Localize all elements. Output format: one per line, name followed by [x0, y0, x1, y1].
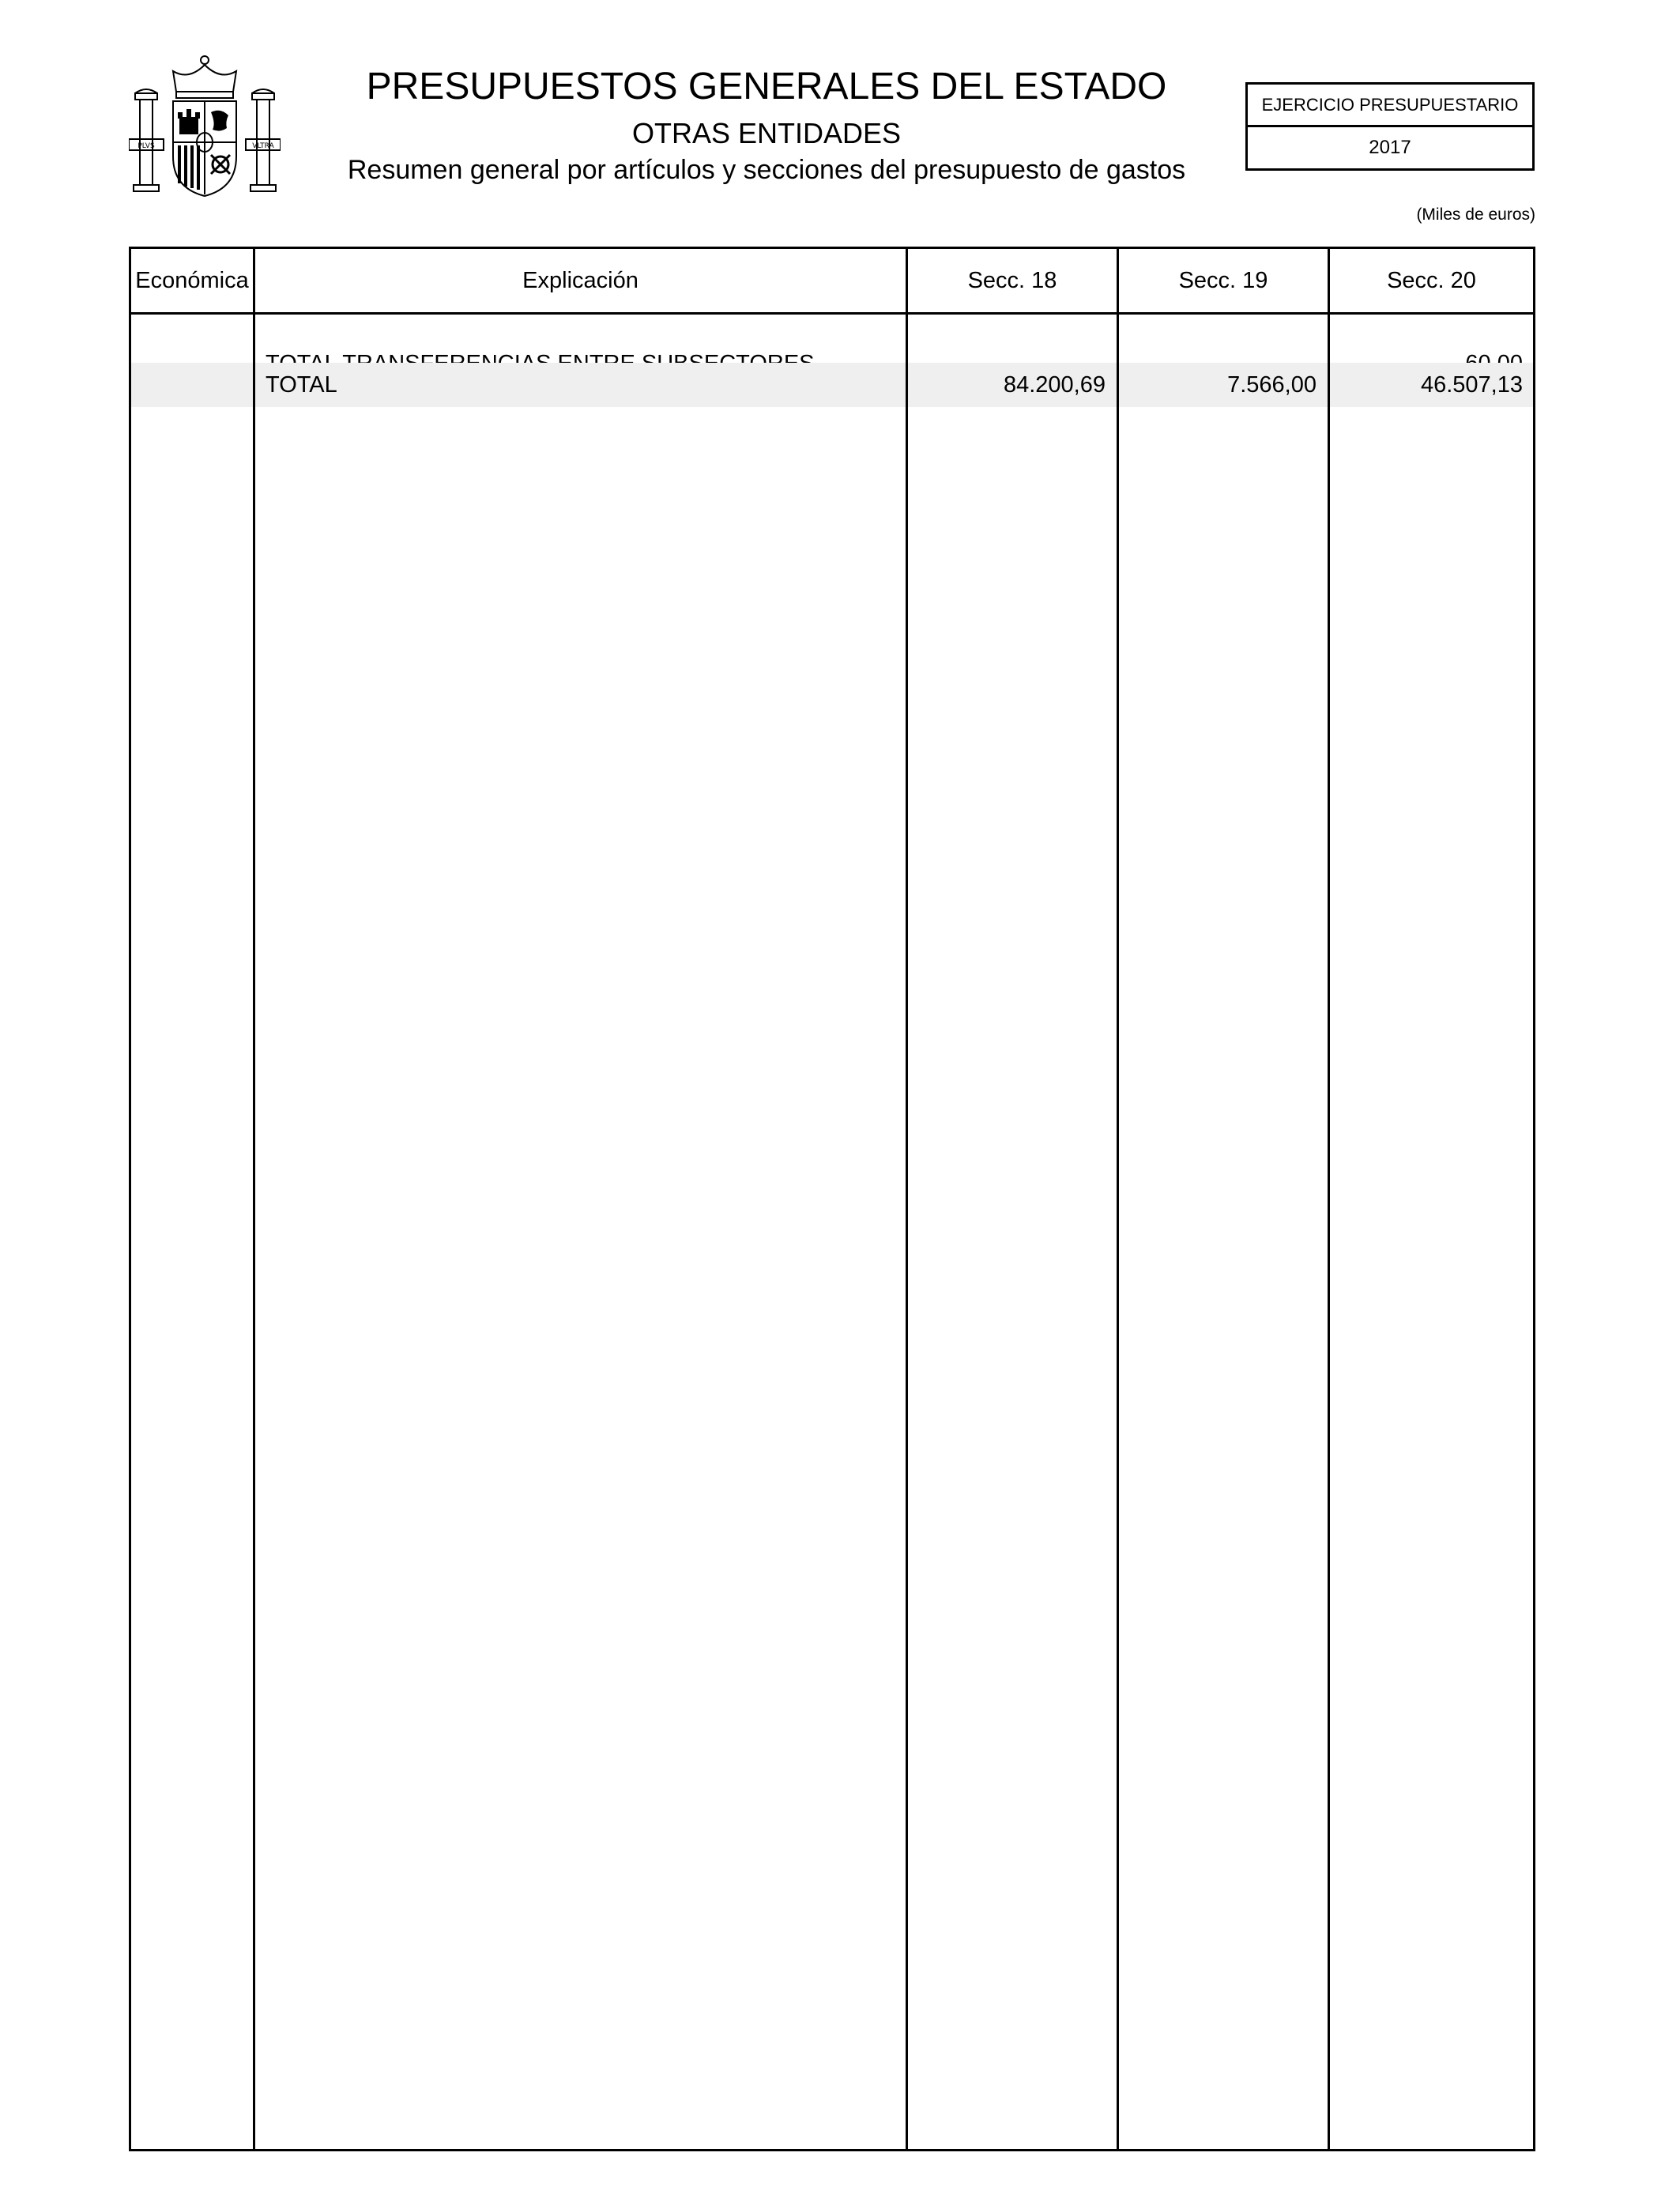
column-divider	[1117, 249, 1119, 2149]
page-title: PRESUPUESTOS GENERALES DEL ESTADO	[366, 66, 1167, 107]
column-header-explicacion: Explicación	[522, 267, 638, 293]
budget-table	[129, 247, 1535, 2151]
column-header-secc18: Secc. 18	[967, 267, 1057, 293]
crest-text-left: PLVS	[137, 142, 155, 150]
cell-economica	[131, 363, 253, 407]
budget-year-label: EJERCICIO PRESUPUESTARIO	[1248, 85, 1532, 127]
column-header-secc19: Secc. 19	[1178, 267, 1268, 293]
budget-year-box	[1245, 82, 1535, 171]
page-subtitle: OTRAS ENTIDADES	[631, 117, 902, 149]
table-row-total	[131, 363, 1533, 407]
budget-year-value: 2017	[1369, 137, 1411, 158]
cell-secc19: 7.566,00	[1227, 371, 1317, 398]
column-header-secc20: Secc. 20	[1387, 267, 1476, 293]
column-divider	[1328, 249, 1330, 2149]
column-divider	[906, 249, 908, 2149]
cell-secc18: 84.200,69	[1003, 371, 1106, 398]
crest-text-right: VLTRA	[252, 142, 274, 150]
units-note: (Miles de euros)	[1416, 205, 1535, 224]
page-description: Resumen general por artículos y secciones del presupuesto de gastos	[347, 155, 1186, 185]
header-divider	[131, 312, 1533, 315]
cell-secc20: 46.507,13	[1420, 371, 1523, 398]
coat-of-arms-icon	[129, 54, 281, 205]
column-divider	[253, 249, 255, 2149]
column-header-economica: Económica	[135, 267, 249, 293]
cell-explicacion: TOTAL	[266, 371, 337, 398]
